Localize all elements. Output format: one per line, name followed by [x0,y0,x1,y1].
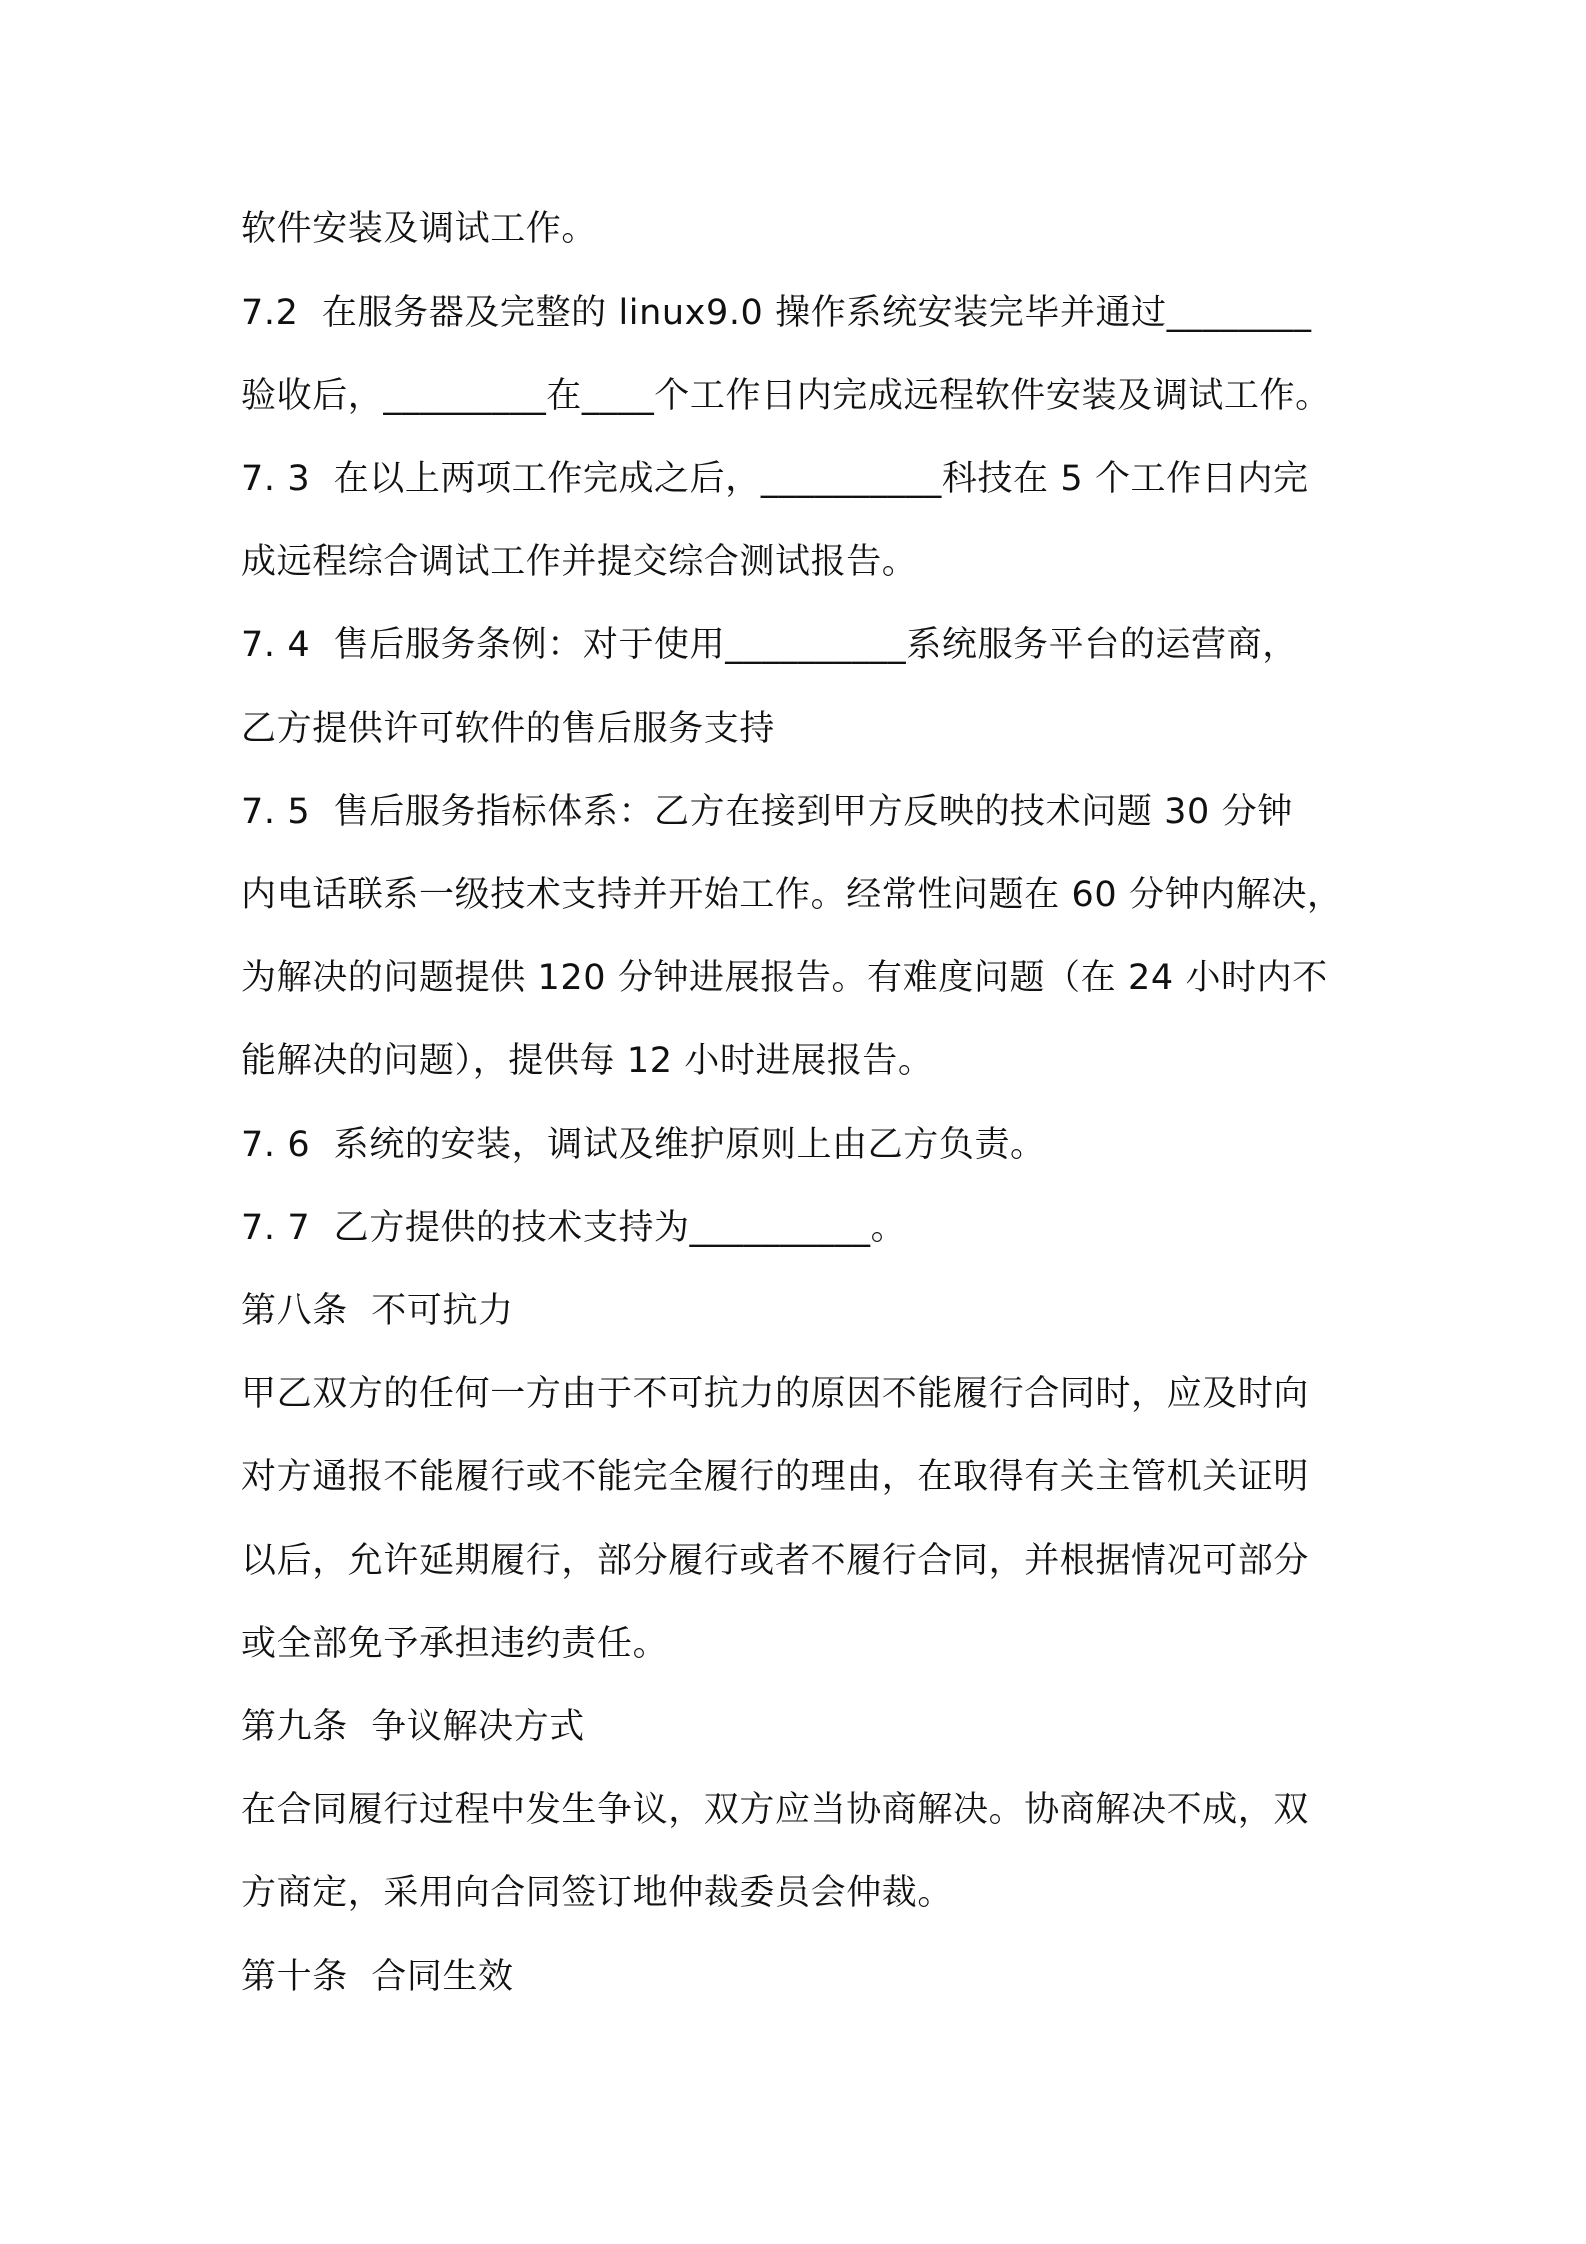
text-line: 或全部免予承担违约责任。 [241,1624,669,1664]
text-line: 在合同履行过程中发生争议，双方应当协商解决。协商解决不成，双 [241,1790,1310,1830]
section-heading: 第九条 争议解决方式 [241,1707,585,1747]
text-line: 7.2 在服务器及完整的 linux9.0 操作系统安装完毕并通过________ [241,293,1312,333]
text-line: 能解决的问题），提供每 12 小时进展报告。 [241,1041,934,1081]
text-line: 7. 3 在以上两项工作完成之后，__________科技在 5 个工作日内完 [241,459,1309,499]
text-line: 7. 7 乙方提供的技术支持为__________。 [241,1208,907,1248]
text-line: 以后，允许延期履行，部分履行或者不履行合同，并根据情况可部分 [241,1541,1310,1581]
text-line: 为解决的问题提供 120 分钟进展报告。有难度问题（在 24 小时内不 [241,958,1328,998]
text-line: 7. 6 系统的安装，调试及维护原则上由乙方负责。 [241,1125,1046,1165]
section-heading: 第八条 不可抗力 [241,1291,514,1331]
text-line: 成远程综合调试工作并提交综合测试报告。 [241,542,918,582]
text-line: 乙方提供许可软件的售后服务支持 [241,709,776,749]
text-line: 内电话联系一级技术支持并开始工作。经常性问题在 60 分钟内解决， [241,875,1343,915]
text-line: 软件安装及调试工作。 [241,209,598,249]
text-line: 方商定，采用向合同签订地仲裁委员会仲裁。 [241,1873,954,1913]
text-line: 甲乙双方的任何一方由于不可抗力的原因不能履行合同时，应及时向 [241,1374,1310,1414]
section-heading: 第十条 合同生效 [241,1957,514,1997]
text-line: 验收后，_________在____个工作日内完成远程软件安装及调试工作。 [241,376,1331,416]
text-line: 对方通报不能履行或不能完全履行的理由，在取得有关主管机关证明 [241,1457,1310,1497]
text-line: 7. 4 售后服务条例：对于使用__________系统服务平台的运营商， [241,625,1298,665]
text-line: 7. 5 售后服务指标体系：乙方在接到甲方反映的技术问题 30 分钟 [241,792,1293,832]
